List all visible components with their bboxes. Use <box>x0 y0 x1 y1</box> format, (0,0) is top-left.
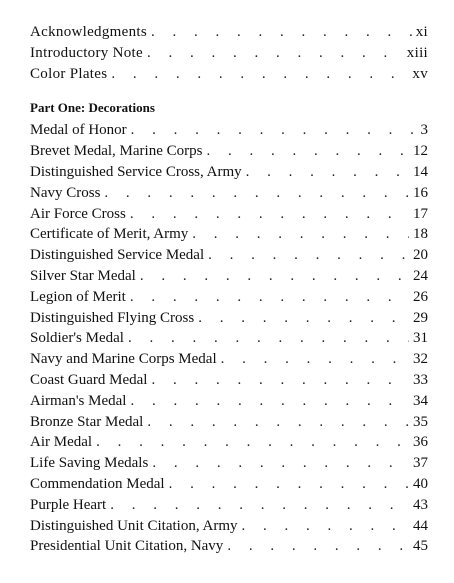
dot-leader <box>151 22 412 43</box>
dot-leader <box>208 245 409 266</box>
toc-entry-page: 32 <box>413 351 428 368</box>
toc-entry <box>30 120 428 141</box>
toc-entry <box>30 204 428 225</box>
toc-entry-title: Acknowledgments <box>30 24 147 40</box>
toc-entry <box>30 474 428 495</box>
dot-leader <box>206 141 409 162</box>
dot-leader <box>131 120 417 141</box>
toc-entry-title: Distinguished Service Medal <box>30 247 205 264</box>
dot-leader <box>130 287 409 308</box>
table-of-contents <box>30 22 428 557</box>
toc-entry-title: Presidential Unit Citation, Navy <box>30 538 224 555</box>
toc-entry-page: 40 <box>413 475 428 492</box>
toc-entry-title: Certificate of Merit, Army <box>30 226 189 243</box>
dot-leader <box>130 204 409 225</box>
toc-entry-title: Silver Star Medal <box>30 267 136 284</box>
toc-entry-page: xiii <box>406 44 428 61</box>
toc-entry-page: 26 <box>413 288 428 305</box>
dot-leader <box>140 266 409 287</box>
toc-entry-title: Bronze Star Medal <box>30 413 144 430</box>
toc-entry-page: 16 <box>413 184 428 201</box>
toc-entry <box>30 287 428 308</box>
toc-entry-title: Coast Guard Medal <box>30 371 148 388</box>
dot-leader <box>110 495 409 516</box>
toc-entry <box>30 516 428 537</box>
toc-entry-title: Medal of Honor <box>30 122 127 139</box>
toc-entry <box>30 162 428 183</box>
toc-entry-title: Distinguished Flying Cross <box>30 309 195 326</box>
toc-entry <box>30 64 428 85</box>
dot-leader <box>198 308 409 329</box>
toc-entry <box>30 495 428 516</box>
toc-entry <box>30 308 428 329</box>
dot-leader <box>151 370 409 391</box>
toc-entry-title: Air Medal <box>30 434 93 451</box>
dot-leader <box>242 516 409 537</box>
toc-entry <box>30 370 428 391</box>
toc-entry <box>30 453 428 474</box>
toc-entry-page: 18 <box>413 226 428 243</box>
section-entry-list <box>30 120 428 557</box>
toc-entry-title: Legion of Merit <box>30 288 126 305</box>
toc-entry <box>30 22 428 43</box>
toc-entry-page: 24 <box>413 267 428 284</box>
toc-entry <box>30 412 428 433</box>
toc-entry-page: xv <box>412 65 428 82</box>
toc-entry <box>30 245 428 266</box>
toc-entry-title: Navy Cross <box>30 184 101 201</box>
dot-leader <box>227 536 409 557</box>
toc-entry-page: xi <box>415 24 428 40</box>
toc-entry-title: Airman's Medal <box>30 392 127 409</box>
dot-leader <box>130 391 409 412</box>
toc-entry-title: Introductory Note <box>30 44 143 61</box>
toc-entry-title: Soldier's Medal <box>30 330 124 347</box>
toc-entry-page: 20 <box>413 247 428 264</box>
dot-leader <box>169 474 409 495</box>
dot-leader <box>147 43 403 64</box>
dot-leader <box>96 432 409 453</box>
toc-entry-page: 37 <box>413 455 428 472</box>
toc-entry-title: Life Saving Medals <box>30 455 149 472</box>
toc-entry-page: 35 <box>413 413 428 430</box>
toc-entry-title: Brevet Medal, Marine Corps <box>30 143 203 160</box>
toc-entry-page: 43 <box>413 496 428 513</box>
toc-entry-title: Distinguished Unit Citation, Army <box>30 517 238 534</box>
toc-entry <box>30 391 428 412</box>
toc-entry-page: 45 <box>413 538 428 555</box>
toc-entry-page: 34 <box>413 392 428 409</box>
dot-leader <box>128 328 409 349</box>
front-matter-list <box>30 22 428 84</box>
toc-entry <box>30 141 428 162</box>
toc-entry-page: 31 <box>413 330 428 347</box>
toc-entry-page: 44 <box>413 517 428 534</box>
dot-leader <box>104 183 409 204</box>
toc-entry-title: Navy and Marine Corps Medal <box>30 351 217 368</box>
toc-entry-title: Air Force Cross <box>30 205 126 222</box>
toc-entry <box>30 224 428 245</box>
toc-entry <box>30 183 428 204</box>
toc-entry-title: Commendation Medal <box>30 475 165 492</box>
dot-leader <box>147 412 409 433</box>
dot-leader <box>192 224 409 245</box>
section-heading: Part One: Decorations <box>30 100 155 116</box>
toc-entry-title: Color Plates <box>30 65 108 82</box>
toc-entry-page: 36 <box>413 434 428 451</box>
toc-entry-title: Distinguished Service Cross, Army <box>30 163 242 180</box>
toc-entry <box>30 328 428 349</box>
toc-entry <box>30 266 428 287</box>
toc-entry-page: 17 <box>413 205 428 222</box>
toc-entry-page: 14 <box>413 163 428 180</box>
dot-leader <box>221 349 409 370</box>
dot-leader <box>111 64 408 85</box>
toc-entry-title: Purple Heart <box>30 496 107 513</box>
toc-entry <box>30 349 428 370</box>
toc-entry-page: 33 <box>413 371 428 388</box>
toc-entry-page: 3 <box>420 122 428 139</box>
toc-entry-page: 29 <box>413 309 428 326</box>
toc-entry-page: 12 <box>413 143 428 160</box>
dot-leader <box>152 453 409 474</box>
toc-entry <box>30 536 428 557</box>
toc-entry <box>30 43 428 64</box>
toc-entry <box>30 432 428 453</box>
dot-leader <box>246 162 409 183</box>
